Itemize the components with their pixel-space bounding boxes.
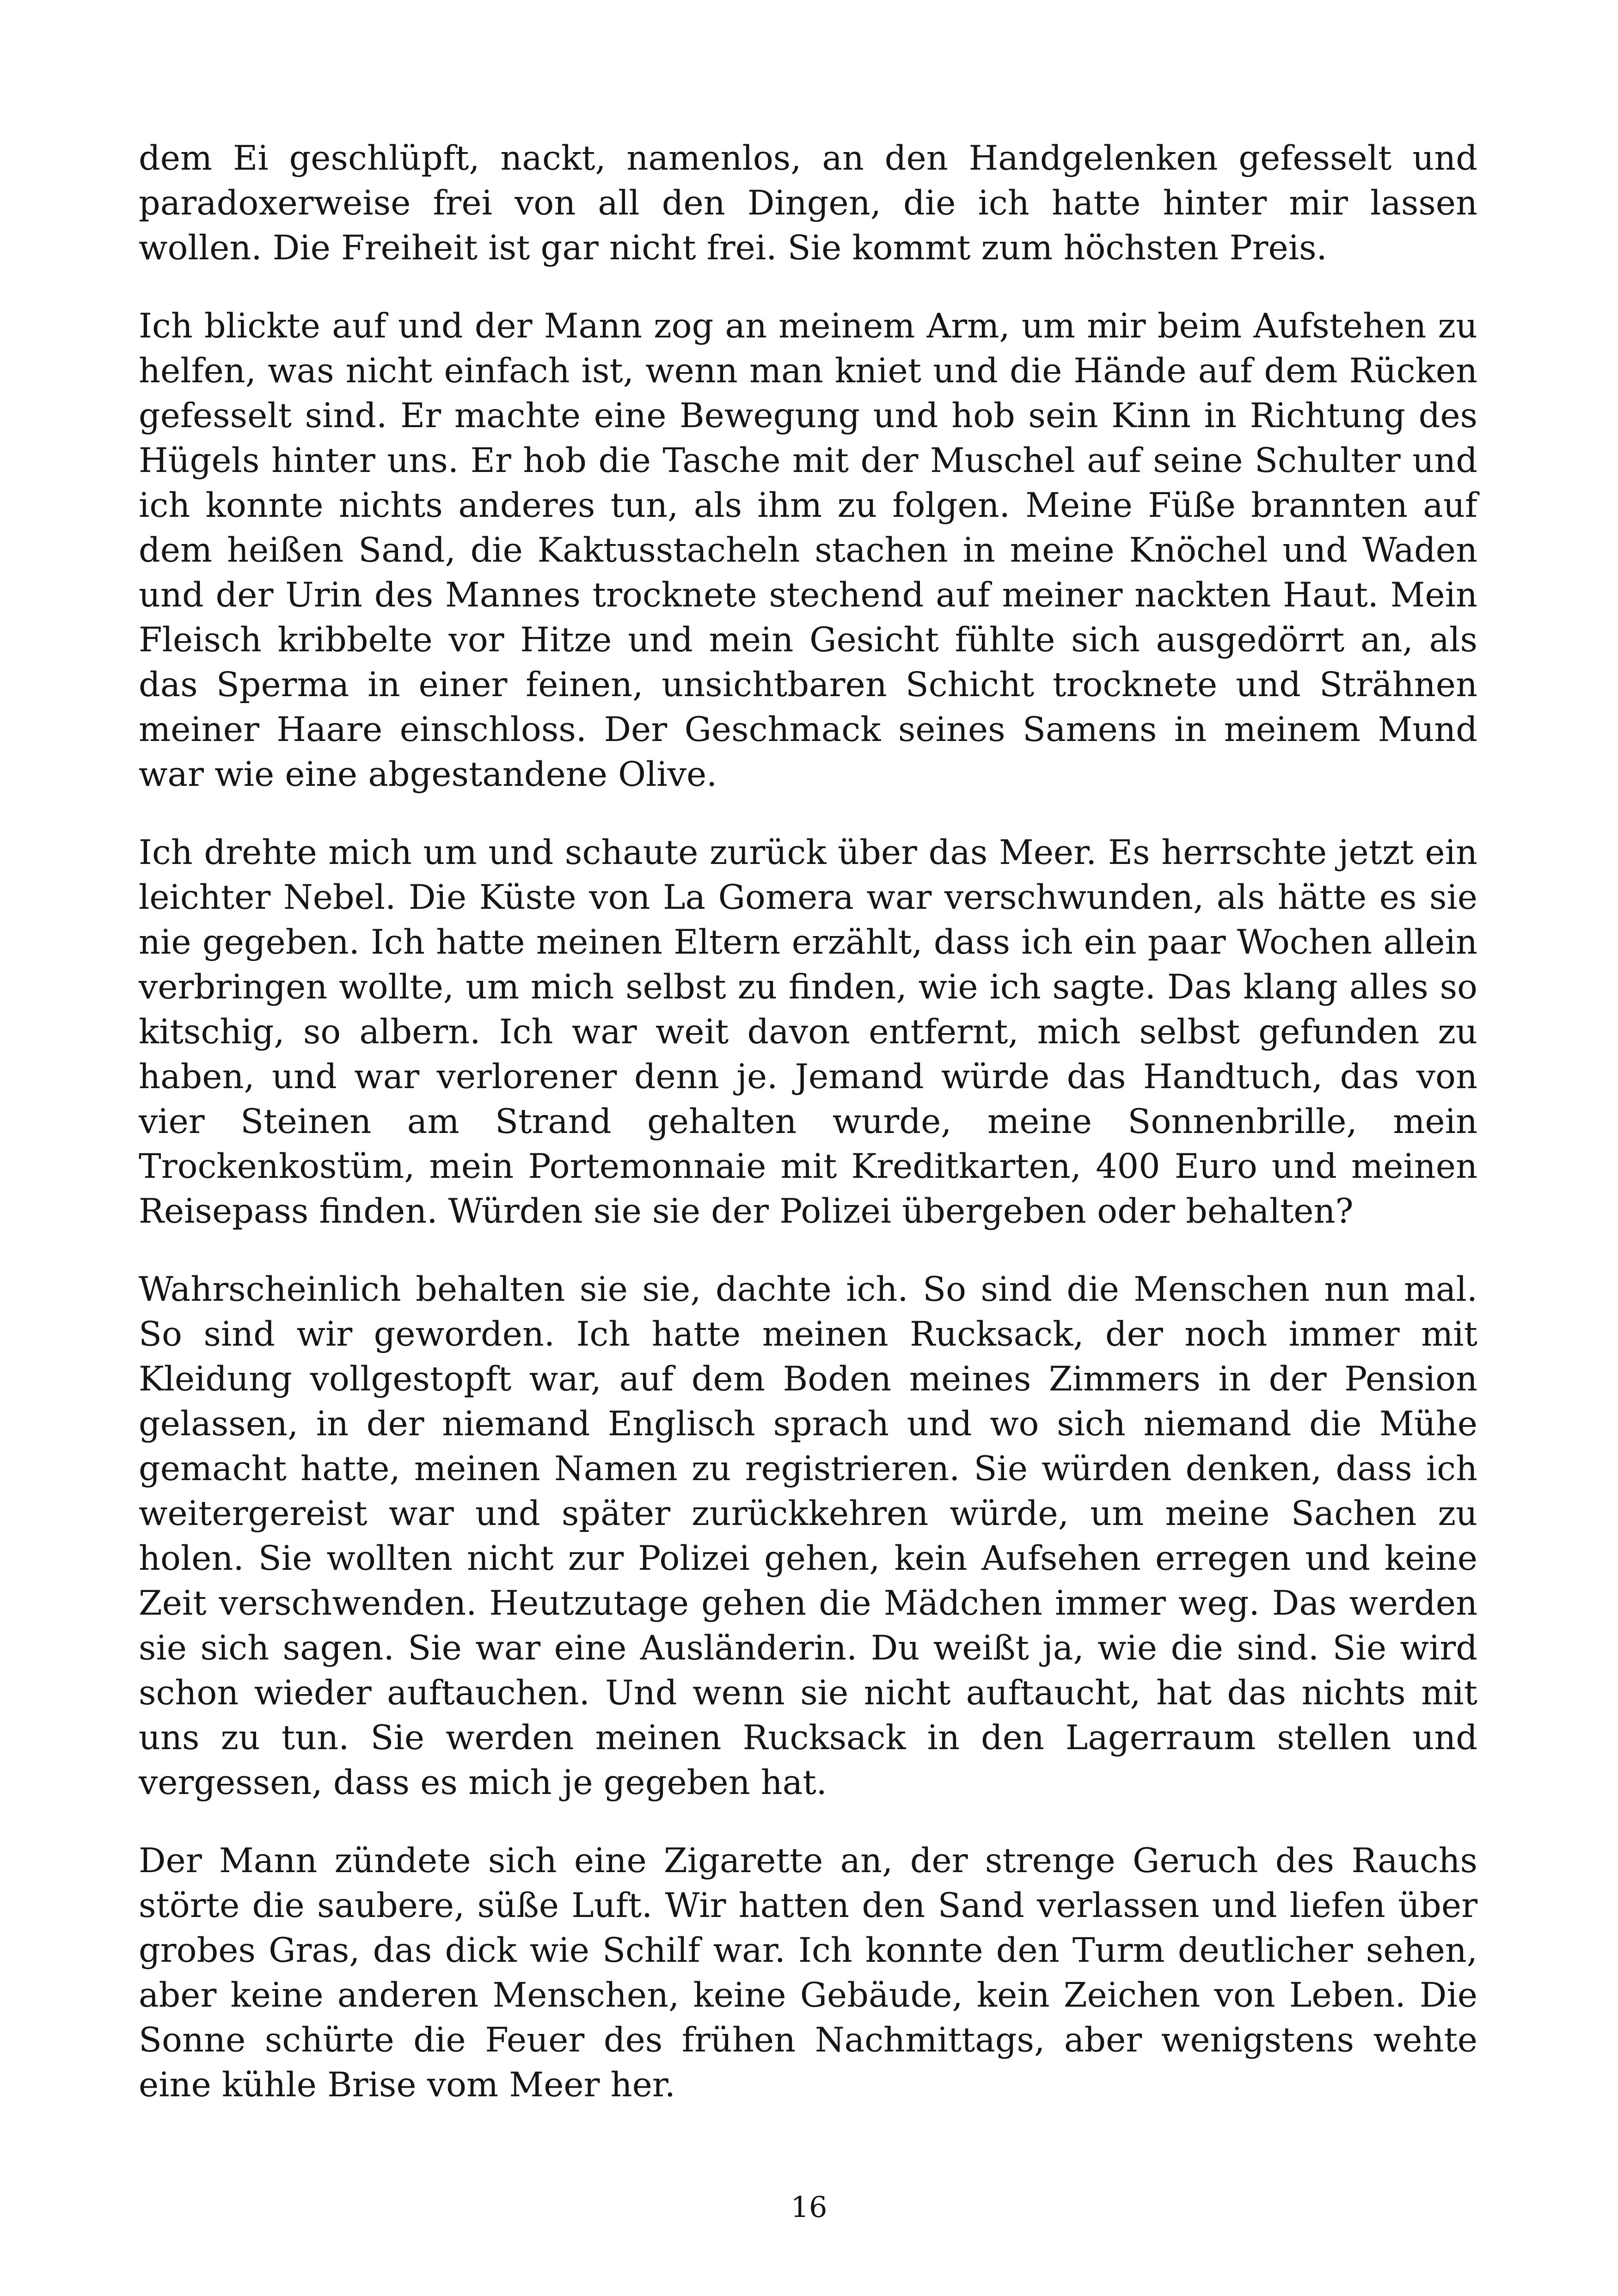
paragraph-3: Ich drehte mich um und schaute zurück über das Meer. Es herrschte jetzt ein leichter Nebel. Die Küste von La Gomera war verschwunden, als hätte es sie nie gegeben. Ich hatte meinen Eltern erzählt, dass ich ein paar Wochen allein verbringen wollte, um mich selbst zu finden, wie ich sagte. Das klang alles so kitschig, so albern. Ich war weit davon entfernt, mich selbst gefunden zu haben, und war verlorener denn je. Jemand würde das Handtuch, das von vier Steinen am Strand gehalten wurde, meine Sonnenbrille, mein Trockenkostüm, mein Portemonnaie mit Kreditkarten, 400 Euro und meinen Reisepass finden. Würden sie sie der Polizei übergeben oder behalten? bbox=[139, 833, 1477, 1231]
paragraph-2: Ich blickte auf und der Mann zog an meinem Arm, um mir beim Aufstehen zu helfen, was nicht einfach ist, wenn man kniet und die Hände auf dem Rücken gefesselt sind. Er machte eine Bewegung und hob sein Kinn in Richtung des Hügels hinter uns. Er hob die Tasche mit der Muschel auf seine Schulter und ich konnte nichts anderes tun, als ihm zu folgen. Meine Füße brannten auf dem heißen Sand, die Kaktusstacheln stachen in meine Knöchel und Waden und der Urin des Mannes trocknete stechend auf meiner nackten Haut. Mein Fleisch kribbelte vor Hitze und mein Gesicht fühlte sich ausgedörrt an, als das Sperma in einer feinen, unsichtbaren Schicht trocknete und Strähnen meiner Haare einschloss. Der Geschmack seines Samens in meinem Mund war wie eine abgestandene Olive. bbox=[139, 306, 1477, 794]
paragraph-1: dem Ei geschlüpft, nackt, namenlos, an den Handgelenken gefesselt und paradoxerweise frei von all den Dingen, die ich hatte hinter mir lassen wollen. Die Freiheit ist gar nicht frei. Sie kommt zum höchsten Preis. bbox=[139, 139, 1477, 268]
paragraph-4: Wahrscheinlich behalten sie sie, dachte ich. So sind die Menschen nun mal. So sind wir geworden. Ich hatte meinen Rucksack, der noch immer mit Kleidung vollgestopft war, auf dem Boden meines Zimmers in der Pension gelassen, in der niemand Englisch sprach und wo sich niemand die Mühe gemacht hatte, meinen Namen zu registrieren. Sie würden denken, dass ich weitergereist war und später zurückkehren würde, um meine Sachen zu holen. Sie wollten nicht zur Polizei gehen, kein Aufsehen erregen und keine Zeit verschwenden. Heutzutage gehen die Mädchen immer weg. Das werden sie sich sagen. Sie war eine Ausländerin. Du weißt ja, wie die sind. Sie wird schon wieder auftauchen. Und wenn sie nicht auftaucht, hat das nichts mit uns zu tun. Sie werden meinen Rucksack in den Lagerraum stellen und vergessen, dass es mich je gegeben hat. bbox=[139, 1270, 1477, 1802]
page-number: 16 bbox=[791, 2190, 827, 2224]
body-text bbox=[139, 136, 1477, 2141]
paragraph-5: Der Mann zündete sich eine Zigarette an, der strenge Geruch des Rauchs störte die saubere, süße Luft. Wir hatten den Sand verlassen und liefen über grobes Gras, das dick wie Schilf war. Ich konnte den Turm deutlicher sehen, aber keine anderen Menschen, keine Gebäude, kein Zeichen von Leben. Die Sonne schürte die Feuer des frühen Nachmittags, aber wenigstens wehte eine kühle Brise vom Meer her. bbox=[139, 1841, 1477, 2105]
